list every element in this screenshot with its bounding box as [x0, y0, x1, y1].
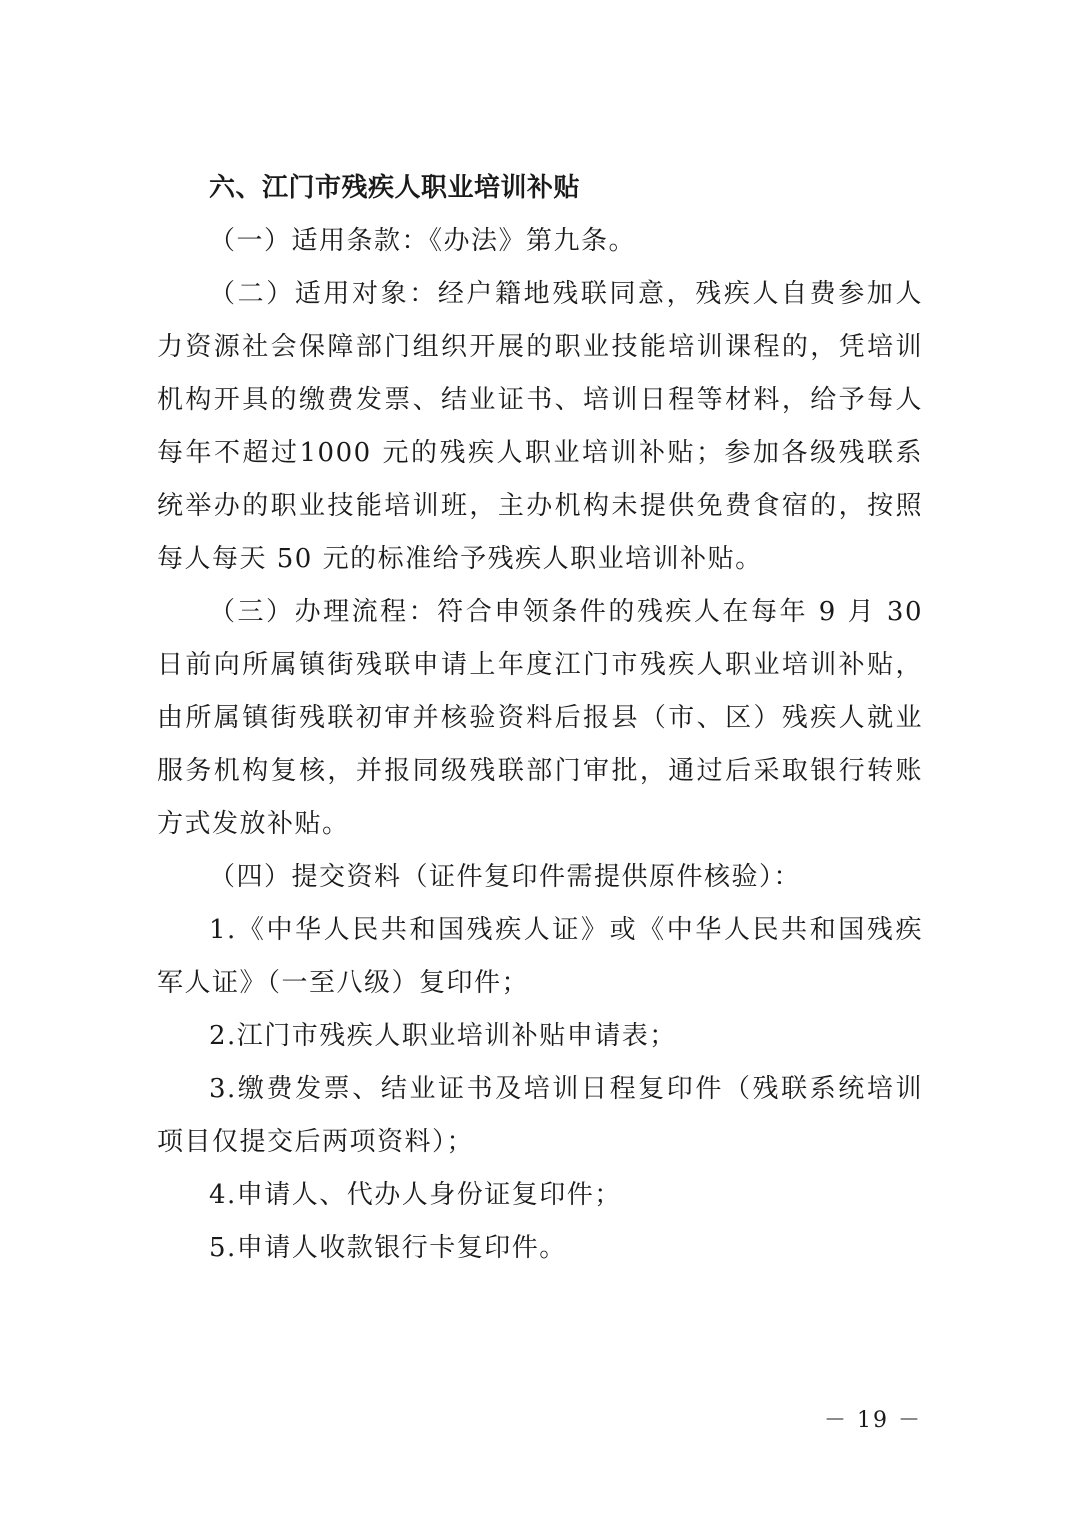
list-item-material-1: 1.《中华人民共和国残疾人证》或《中华人民共和国残疾军人证》（一至八级）复印件；: [157, 915, 923, 998]
paragraph-materials-heading: （四）提交资料（证件复印件需提供原件核验）：: [209, 862, 802, 892]
list-item-material-5: 5.申请人收款银行卡复印件。: [209, 1233, 567, 1263]
paragraph-applicable-target: （二）适用对象：经户籍地残联同意，残疾人自费参加人力资源社会保障部门组织开展的职业技能培训课程的，凭培训机构开具的缴费发票、结业证书、培训日程等材料，给予每人每年不超过1000 元的残疾人职业培训补贴；参加各级残联系统举办的职业技能培训班，主办机构未提供免费食宿的，按照每人每天 50 元的标准给予残疾人职业培训补贴。: [157, 279, 923, 574]
page-number: － 19 －: [824, 1408, 922, 1433]
paragraph-process: （三）办理流程：符合申领条件的残疾人在每年 9 月 30 日前向所属镇街残联申请上年度江门市残疾人职业培训补贴，由所属镇街残联初审并核验资料后报县（市、区）残疾人就业服务机构复核，并报同级残联部门审批，通过后采取银行转账方式发放补贴。: [157, 597, 923, 839]
section-heading: 六、江门市残疾人职业培训补贴: [209, 173, 581, 203]
paragraph-applicable-clause: （一）适用条款：《办法》第九条。: [209, 226, 637, 256]
document-body: [157, 162, 923, 1275]
list-item-material-2: 2.江门市残疾人职业培训补贴申请表；: [209, 1021, 677, 1051]
list-item-material-3: 3.缴费发票、结业证书及培训日程复印件（残联系统培训项目仅提交后两项资料）；: [157, 1074, 923, 1157]
list-item-material-4: 4.申请人、代办人身份证复印件；: [209, 1180, 622, 1210]
